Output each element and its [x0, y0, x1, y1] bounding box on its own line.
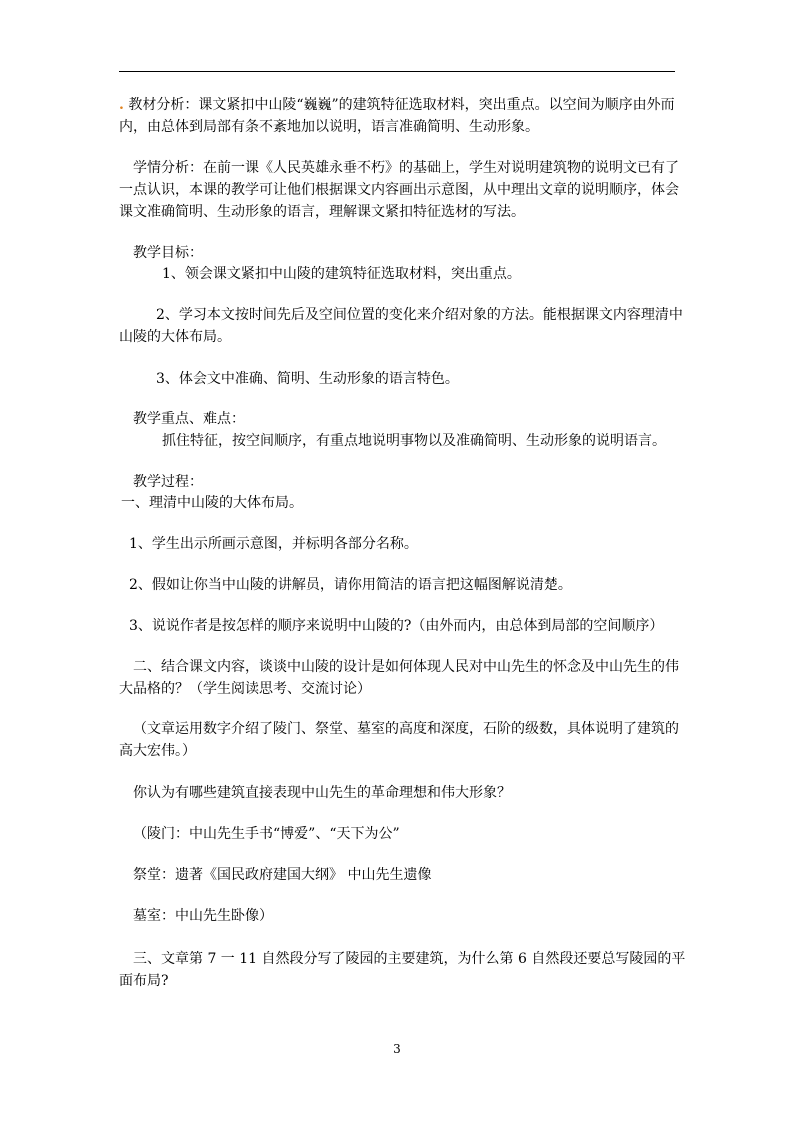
paragraph-line: （文章运用数字介绍了陵门、祭堂、墓室的高度和深度，石阶的级数，具体说明了建筑的: [133, 721, 679, 737]
paragraph-line: 内，由总体到局部有条不紊地加以说明，语言准确简明、生动形象。: [119, 119, 539, 135]
section-1-heading: 一、理清中山陵的大体布局。: [121, 495, 303, 511]
paragraph-line: 2、学习本文按时间先后及空间位置的变化来介绍对象的方法。能根据课文内容理清中: [156, 307, 683, 323]
section-2-answer-hall: 祭堂：遗著《国民政府建国大纲》 中山先生遗像: [133, 867, 432, 883]
page-number: 3: [393, 1042, 401, 1056]
heading-teaching-process: 教学过程：: [133, 474, 203, 490]
paragraph-line: 一点认识，本课的教学可让他们根据课文内容画出示意图，从中理出文章的说明顺序，体会: [119, 182, 679, 198]
paragraph-line: 山陵的大体布局。: [119, 329, 231, 345]
paragraph-line: 课文准确简明、生动形象的语言，理解课文紧扣特征选材的写法。: [119, 204, 525, 220]
section-2-answer-tomb: 墓室：中山先生卧像）: [133, 908, 273, 924]
paragraph-student-analysis: [119, 157, 679, 223]
section-1-item-1: 1、学生出示所画示意图，并标明各部分名称。: [129, 536, 418, 552]
section-2-answer-gate: （陵门：中山先生手书“博爱”、“天下为公”: [133, 826, 400, 842]
heading-teaching-goals: 教学目标：: [133, 245, 203, 261]
goal-item-2: [119, 304, 683, 348]
paragraph-line: 高大宏伟。）: [119, 743, 196, 759]
paragraph-line: 三、文章第 7 一 11 自然段分写了陵园的主要建筑，为什么第 6 自然段还要总写陵园的平: [133, 951, 686, 967]
paragraph-line: 二、结合课文内容，谈谈中山陵的设计是如何体现人民对中山先生的怀念及中山先生的伟: [133, 659, 679, 675]
goal-item-1: 1、领会课文紧扣中山陵的建筑特征选取材料，突出重点。: [162, 266, 521, 282]
heading-key-points: 教学重点、难点：: [133, 411, 245, 427]
paragraph-line: 面布局?: [119, 973, 169, 989]
goal-item-3: 3、体会文中准确、简明、生动形象的语言特色。: [156, 371, 459, 387]
paragraph-line: 教材分析：课文紧扣中山陵“巍巍”的建筑特征选取材料，突出重点。以空间为顺序由外而: [123, 97, 675, 113]
section-3-heading: [119, 948, 686, 992]
section-2-answer: [119, 718, 679, 762]
section-2-question: 你认为有哪些建筑直接表现中山先生的革命理想和伟大形象？: [133, 785, 511, 801]
section-2-heading: [119, 656, 679, 700]
bullet-mark: .: [119, 97, 124, 113]
paragraph-line: 大品格的？（学生阅读思考、交流讨论）: [119, 681, 371, 697]
paragraph-textbook-analysis: [119, 94, 679, 138]
paragraph-line: 学情分析：在前一课《人民英雄永垂不朽》的基础上，学生对说明建筑物的说明文已有了: [133, 160, 679, 176]
header-rule: [119, 71, 675, 72]
section-1-item-3: 3、说说作者是按怎样的顺序来说明中山陵的?（由外而内，由总体到局部的空间顺序）: [129, 618, 664, 634]
key-points-text: 抓住特征，按空间顺序，有重点地说明事物以及准确简明、生动形象的说明语言。: [162, 433, 666, 449]
section-1-item-2: 2、假如让你当中山陵的讲解员，请你用简洁的语言把这幅图解说清楚。: [129, 577, 572, 593]
